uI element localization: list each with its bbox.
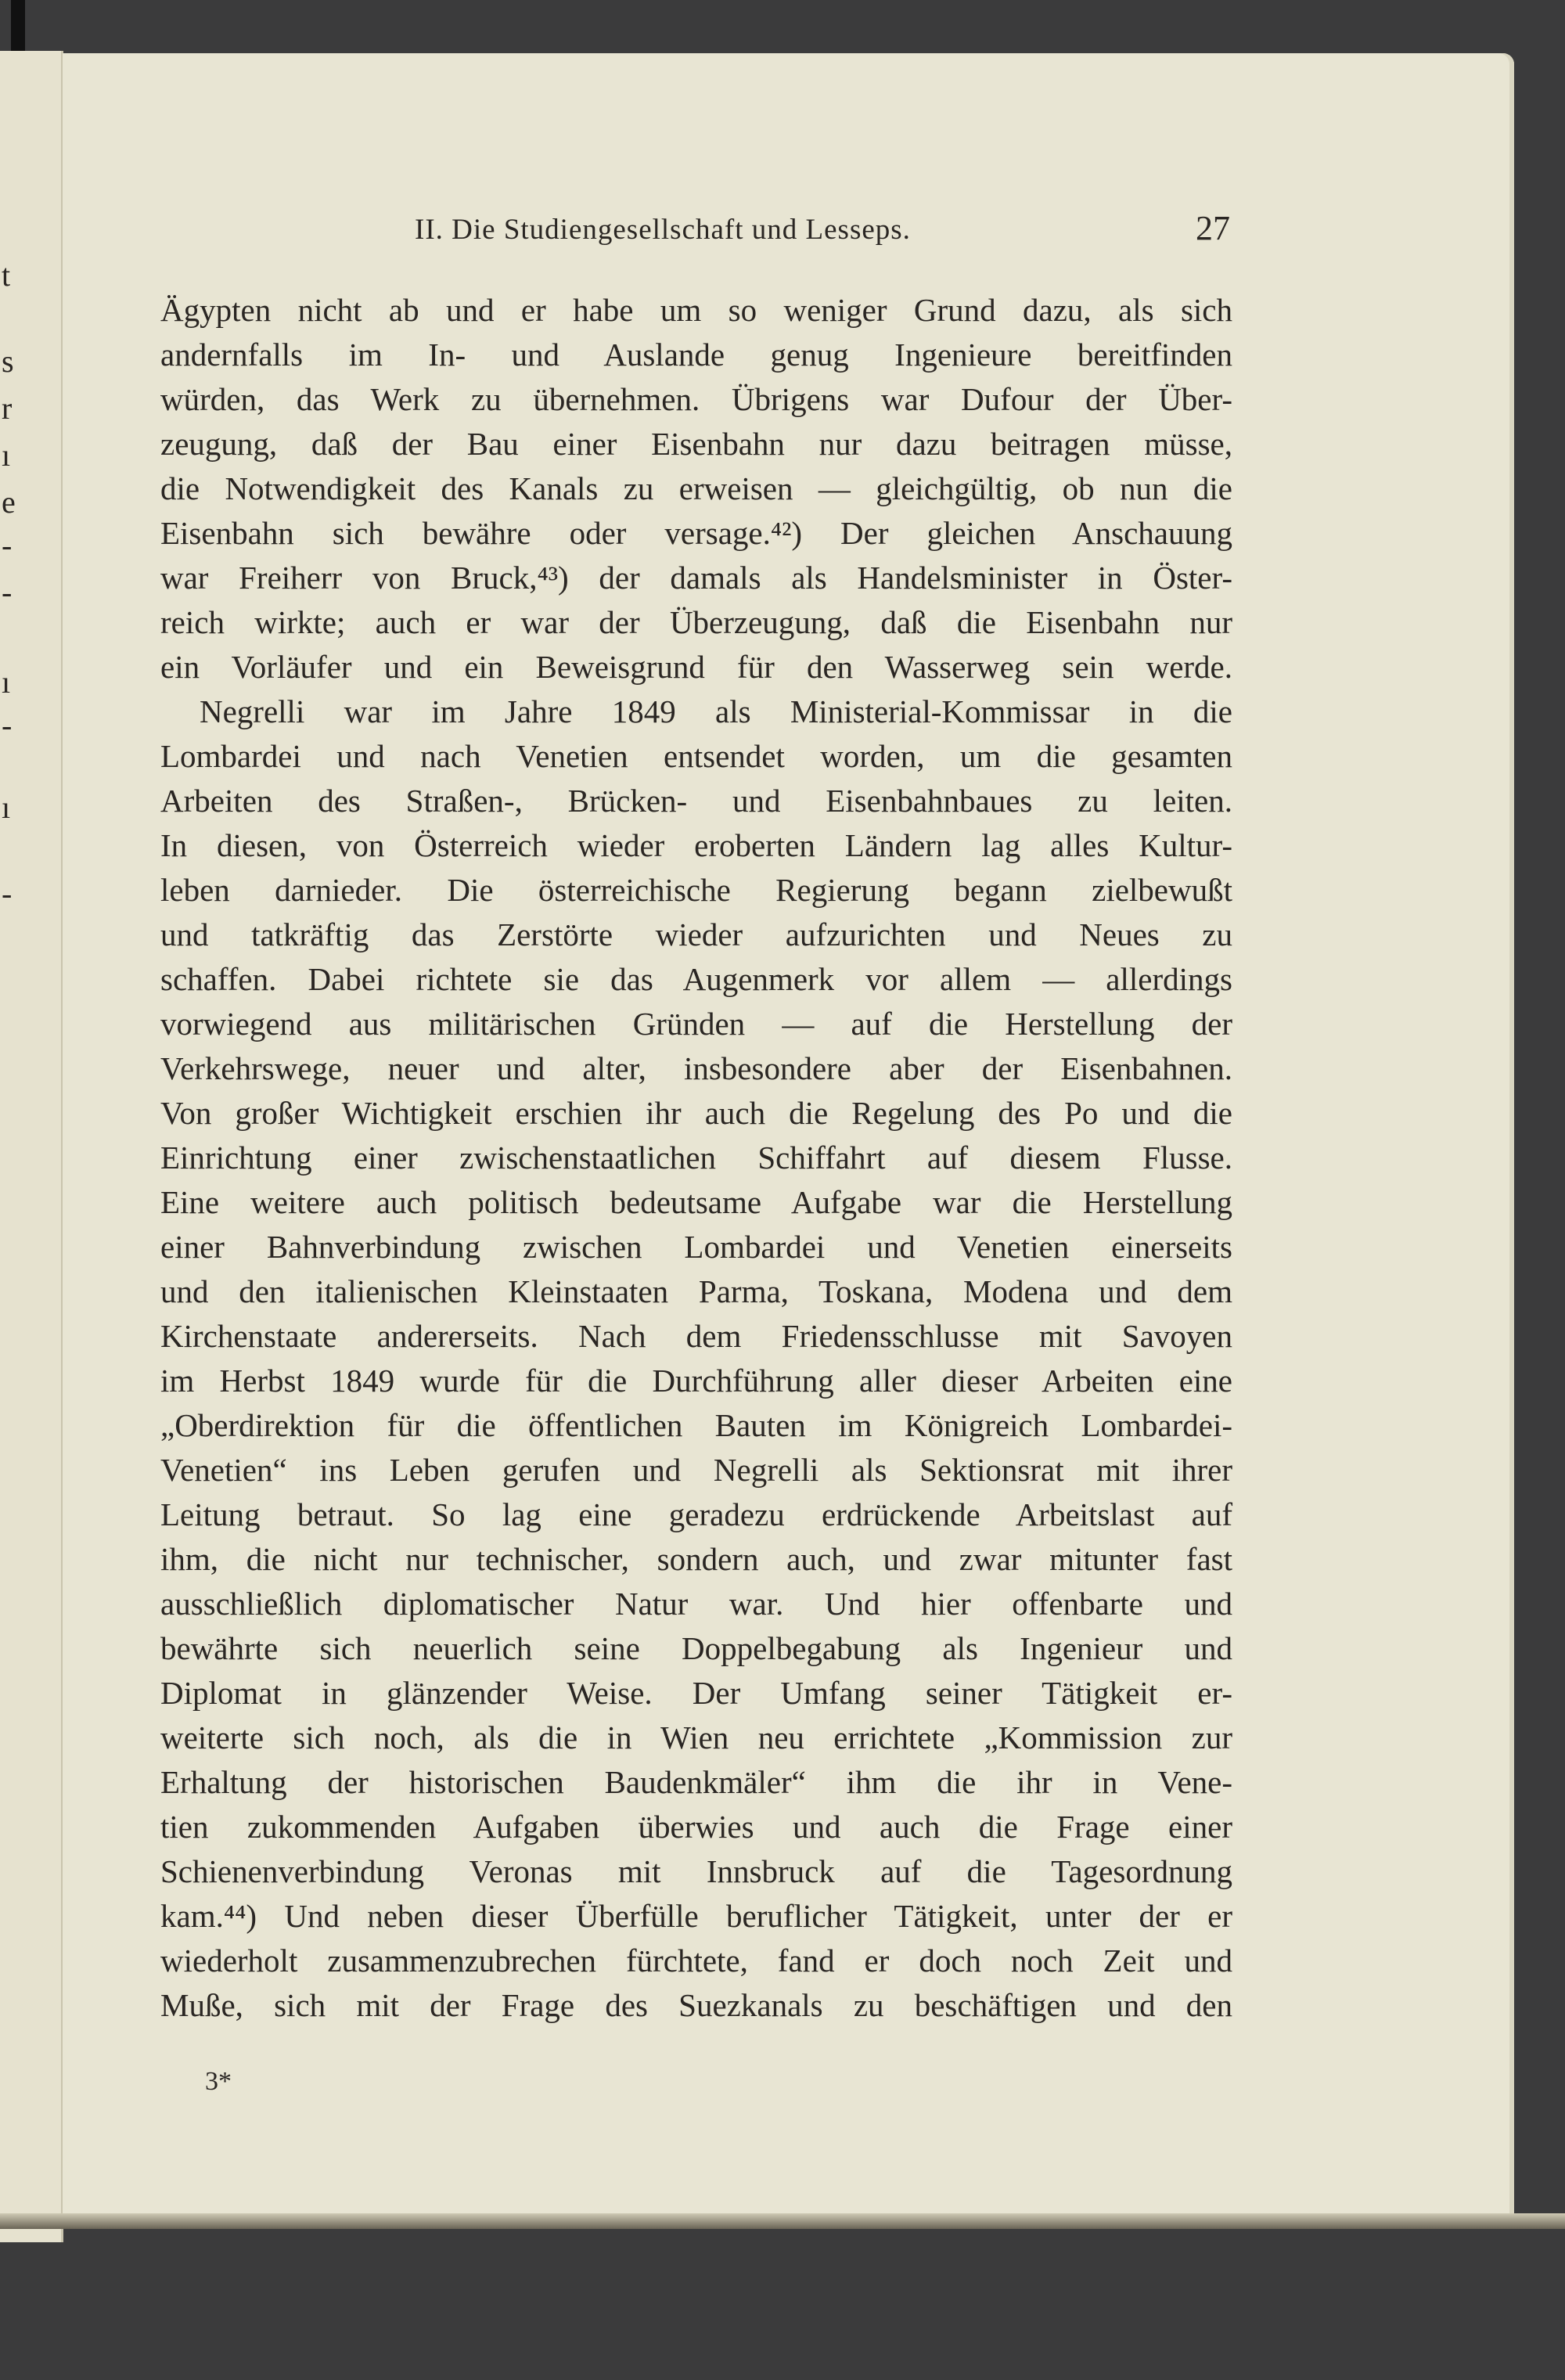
text-line: andernfalls im In- und Auslande genug Ingenieure bereitfinden (160, 337, 1232, 373)
running-title: II. Die Studiengesellschaft und Lesseps. (415, 214, 911, 246)
text-line: Leitung betraut. So lag eine geradezu erdrückende Arbeitslast auf (160, 1496, 1232, 1532)
page-number: 27 (1196, 209, 1230, 247)
text-line: reich wirkte; auch er war der Überzeugung, daß die Eisenbahn nur (160, 604, 1232, 640)
text-line: Negrelli war im Jahre 1849 als Ministerial-Kommissar in die (200, 693, 1232, 729)
left-page-edge (0, 51, 63, 2242)
text-line: bewährte sich neuerlich seine Doppelbegabung als Ingenieur und (160, 1630, 1232, 1666)
left-page-fragment: ı (2, 790, 11, 825)
text-line: die Notwendigkeit des Kanals zu erweisen — gleichgültig, ob nun die (160, 470, 1232, 506)
left-page-fragment: - (2, 574, 13, 610)
left-page-fragment: s (2, 344, 14, 379)
text-line: Diplomat in glänzender Weise. Der Umfang seiner Tätigkeit er- (160, 1675, 1232, 1711)
left-page-fragment: - (2, 708, 13, 743)
text-line: im Herbst 1849 wurde für die Durchführung aller dieser Arbeiten eine (160, 1363, 1232, 1399)
text-line: leben darnieder. Die österreichische Regierung begann zielbewußt (160, 872, 1232, 908)
text-line: ausschließlich diplomatischer Natur war. Und hier offenbarte und (160, 1586, 1232, 1622)
text-line: vorwiegend aus militärischen Gründen — auf die Herstellung der (160, 1006, 1232, 1042)
text-line: Von großer Wichtigkeit erschien ihr auch die Regelung des Po und die (160, 1095, 1232, 1131)
left-page-fragment: - (2, 527, 13, 563)
book-binding (11, 0, 25, 55)
text-line: und tatkräftig das Zerstörte wieder aufzurichten und Neues zu (160, 916, 1232, 952)
body-text (160, 288, 1232, 2028)
text-line: Verkehrswege, neuer und alter, insbesondere aber der Eisenbahnen. (160, 1050, 1232, 1086)
text-line: kam.⁴⁴) Und neben dieser Überfülle beruflicher Tätigkeit, unter der er (160, 1898, 1232, 1934)
text-line: würden, das Werk zu übernehmen. Übrigens war Dufour der Über- (160, 381, 1232, 417)
text-line: Erhaltung der historischen Baudenkmäler“ ihm die ihr in Vene- (160, 1764, 1232, 1800)
text-line: In diesen, von Österreich wieder eroberten Ländern lag alles Kultur- (160, 827, 1232, 863)
text-line: Lombardei und nach Venetien entsendet worden, um die gesamten (160, 738, 1232, 774)
text-line: wiederholt zusammenzubrechen fürchtete, fand er doch noch Zeit und (160, 1943, 1232, 1979)
text-line: Ägypten nicht ab und er habe um so weniger Grund dazu, als sich (160, 292, 1232, 328)
text-line: Arbeiten des Straßen-, Brücken- und Eisenbahnbaues zu leiten. (160, 783, 1232, 819)
text-line: tien zukommenden Aufgaben überwies und auch die Frage einer (160, 1809, 1232, 1845)
text-line: ein Vorläufer und ein Beweisgrund für den Wasserweg sein werde. (160, 649, 1232, 685)
left-page-fragment: r (2, 391, 13, 426)
signature-mark: 3* (205, 2067, 232, 2096)
page-stack-edge (0, 2213, 1565, 2229)
text-line: zeugung, daß der Bau einer Eisenbahn nur dazu beitragen müsse, (160, 426, 1232, 462)
text-line: Kirchenstaate andererseits. Nach dem Friedensschlusse mit Savoyen (160, 1318, 1232, 1354)
left-page-fragment: e (2, 484, 16, 520)
left-page-fragment: - (2, 876, 13, 911)
text-line: Schienenverbindung Veronas mit Innsbruck auf die Tagesordnung (160, 1853, 1232, 1889)
text-line: einer Bahnverbindung zwischen Lombardei und Venetien einerseits (160, 1229, 1232, 1265)
text-line: Einrichtung einer zwischenstaatlichen Schiffahrt auf diesem Flusse. (160, 1140, 1232, 1176)
left-page-fragment: ı (2, 437, 11, 473)
text-line: ihm, die nicht nur technischer, sondern auch, und zwar mitunter fast (160, 1541, 1232, 1577)
left-page-fragment: t (2, 257, 11, 293)
text-line: Eisenbahn sich bewähre oder versage.⁴²) Der gleichen Anschauung (160, 515, 1232, 551)
text-line: Eine weitere auch politisch bedeutsame Aufgabe war die Herstellung (160, 1184, 1232, 1220)
text-line: war Freiherr von Bruck,⁴³) der damals als Handelsminister in Öster- (160, 560, 1232, 596)
text-line: weiterte sich noch, als die in Wien neu errichtete „Kommission zur (160, 1719, 1232, 1755)
text-line: Muße, sich mit der Frage des Suezkanals zu beschäftigen und den (160, 1987, 1232, 2023)
text-line: und den italienischen Kleinstaaten Parma, Toskana, Modena und dem (160, 1273, 1232, 1309)
text-line: „Oberdirektion für die öffentlichen Bauten im Königreich Lombardei- (160, 1407, 1232, 1443)
left-page-fragment: ı (2, 664, 11, 700)
text-line: Venetien“ ins Leben gerufen und Negrelli als Sektionsrat mit ihrer (160, 1452, 1232, 1488)
text-line: schaffen. Dabei richtete sie das Augenmerk vor allem — allerdings (160, 961, 1232, 997)
